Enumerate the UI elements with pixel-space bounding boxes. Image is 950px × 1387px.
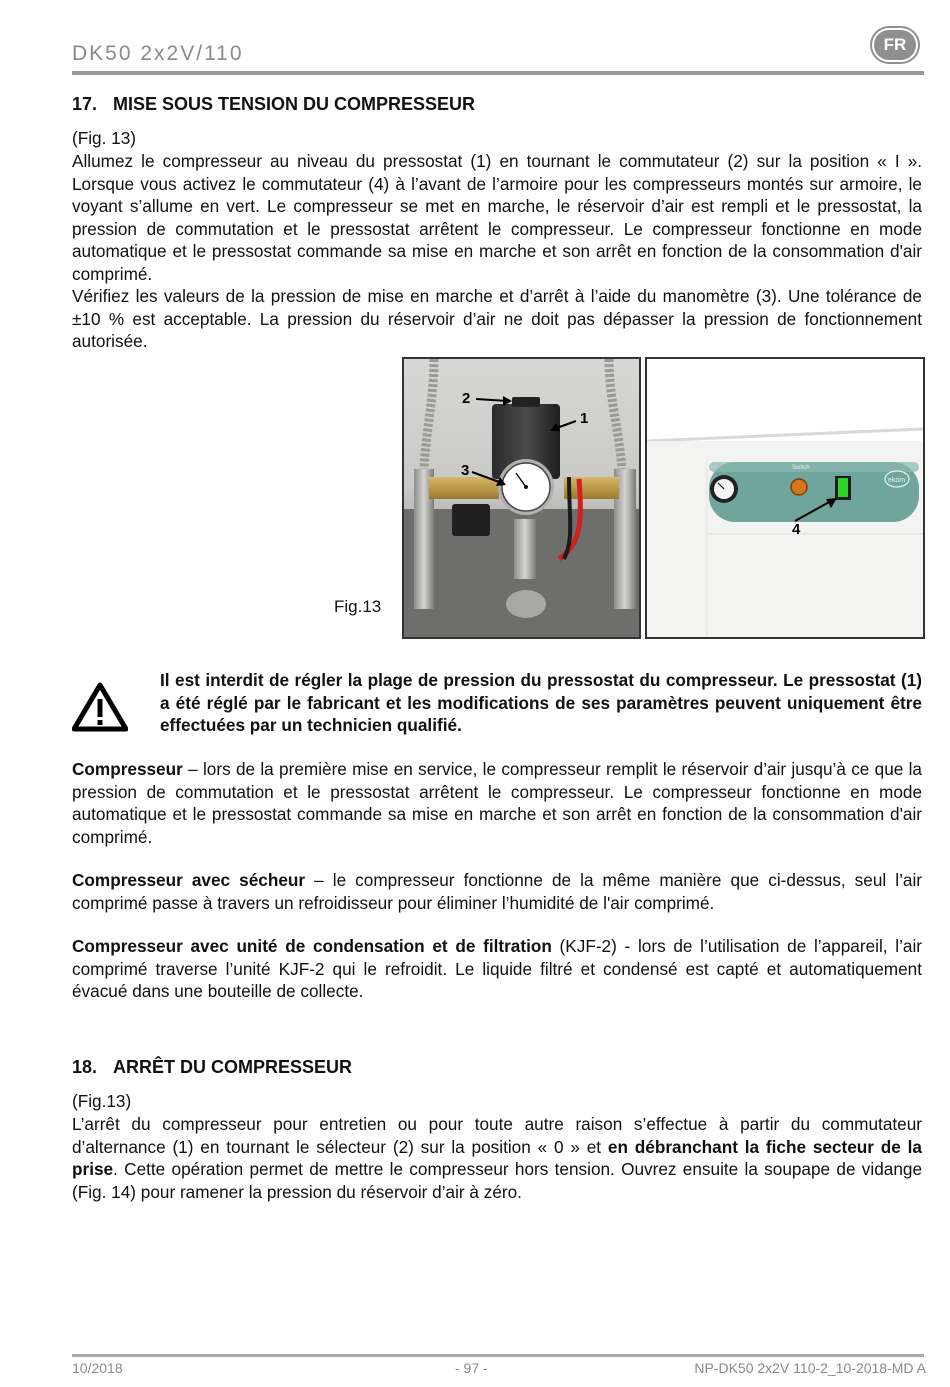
section-18-text-b: . Cette opération permet de mettre le compresseur hors tension. Ouvrez ensuite la soupape de vidange (Fig. 14) pour ramener la pression du réservoir d’air à zéro. [72,1159,922,1202]
footer-date: 10/2018 [72,1360,123,1376]
section-18-text-bold: en débranchant la fiche secteur de la prise [72,1136,922,1179]
callout-4: 4 [792,521,801,538]
filtration-term: Compresseur avec unité de condensation et de filtration [72,936,552,956]
compressor-pressure-switch-photo [402,357,641,639]
warning-text: Il est interdit de régler la plage de pression du pressostat du compresseur. Le pressostat (1) a été réglé par le fabricant et les modifications de ses paramètres peuvent uniquement être effectuées par un technicien qualifié. [160,670,922,735]
filtration-paragraph [72,935,922,1003]
secheur-paragraph [72,869,922,914]
cabinet-illustration [647,359,923,637]
cabinet-switch-photo [645,357,925,639]
section-17-fig-ref: (Fig. 13) [72,128,136,148]
compresseur-paragraph [72,758,922,848]
section-18-title: ARRÊT DU COMPRESSEUR [113,1057,353,1077]
language-badge: FR [872,28,918,62]
section-17-title: MISE SOUS TENSION DU COMPRESSEUR [113,94,476,114]
section-18-text-a: L’arrêt du compresseur pour entretien ou pour toute autre raison s’effectue à partir du commutateur d’alternance (1) en tournant le sélecteur (2) sur la position « 0 » et [72,1114,922,1157]
document-title: DK50 2x2V/110 [72,42,244,65]
secheur-term: Compresseur avec sécheur [72,870,306,890]
compressor-illustration [404,359,639,637]
filtration-text: (KJF-2) - lors de l’utilisation de l’appareil, l’air comprimé traverse l’unité KJF-2 qui le refroidit. Le liquide filtré et condensé est capté et automatiquement évacué dans une bouteille de collecte. [72,936,922,1001]
panel-switch-label: Switch [792,465,810,471]
section-18-fig-ref: (Fig.13) [72,1091,132,1111]
secheur-text: – le compresseur fonctionne de la même manière que ci-dessus, seul l’air comprimé passe à travers un refroidisseur pour éliminer l’humidité de l'air comprimé. [72,870,922,913]
section-17-paragraph-2: Vérifiez les valeurs de la pression de mise en marche et d’arrêt à l’aide du manomètre (3). Une tolérance de ±10 % est acceptable. La pression du réservoir d’air ne doit pas dépasser la pression de fonctionnement autorisée. [72,286,922,351]
footer-document-id: NP-DK50 2x2V 110-2_10-2018-MD A [694,1360,926,1376]
footer-page-number: - 97 - [455,1360,488,1376]
warning-triangle-icon [72,682,128,732]
section-17-paragraph-1: Allumez le compresseur au niveau du pressostat (1) en tournant le commutateur (2) sur la position « I ». Lorsque vous activez le commutateur (4) à l’avant de l’armoire pour les compresseurs montés sur armoire, le voyant s’allume en vert. Le compresseur se met en marche, le réservoir d’air est rempli et le pressostat, la pression de commutation et le pressostat arrêtent le compresseur. Le compresseur fonctionne en mode automatique et le pressostat commande sa mise en marche et son arrêt en fonction de la consommation d'air comprimé. [72,151,922,284]
section-17-number: 17. [72,94,98,114]
section-17-heading [72,94,475,115]
section-18-paragraph [72,1113,922,1203]
callout-2: 2 [462,390,471,407]
callout-3: 3 [461,462,470,479]
ekom-logo: ekom [888,477,906,484]
compresseur-term: Compresseur [72,759,183,779]
figure-caption: Fig.13 [334,597,382,616]
callout-1: 1 [580,410,589,427]
section-18-number: 18. [72,1057,98,1077]
compresseur-text: – lors de la première mise en service, le compresseur remplit le réservoir d’air jusqu’à ce que la pression de commutation et le pressostat arrêtent le compresseur. Le compresseur fonctionne en mode automatique et le pressostat commande sa mise en marche et son arrêt en fonction de la consommation d'air comprimé. [72,759,922,847]
header-rule [72,71,924,75]
section-18-heading [72,1057,352,1078]
footer-rule [72,1354,924,1357]
